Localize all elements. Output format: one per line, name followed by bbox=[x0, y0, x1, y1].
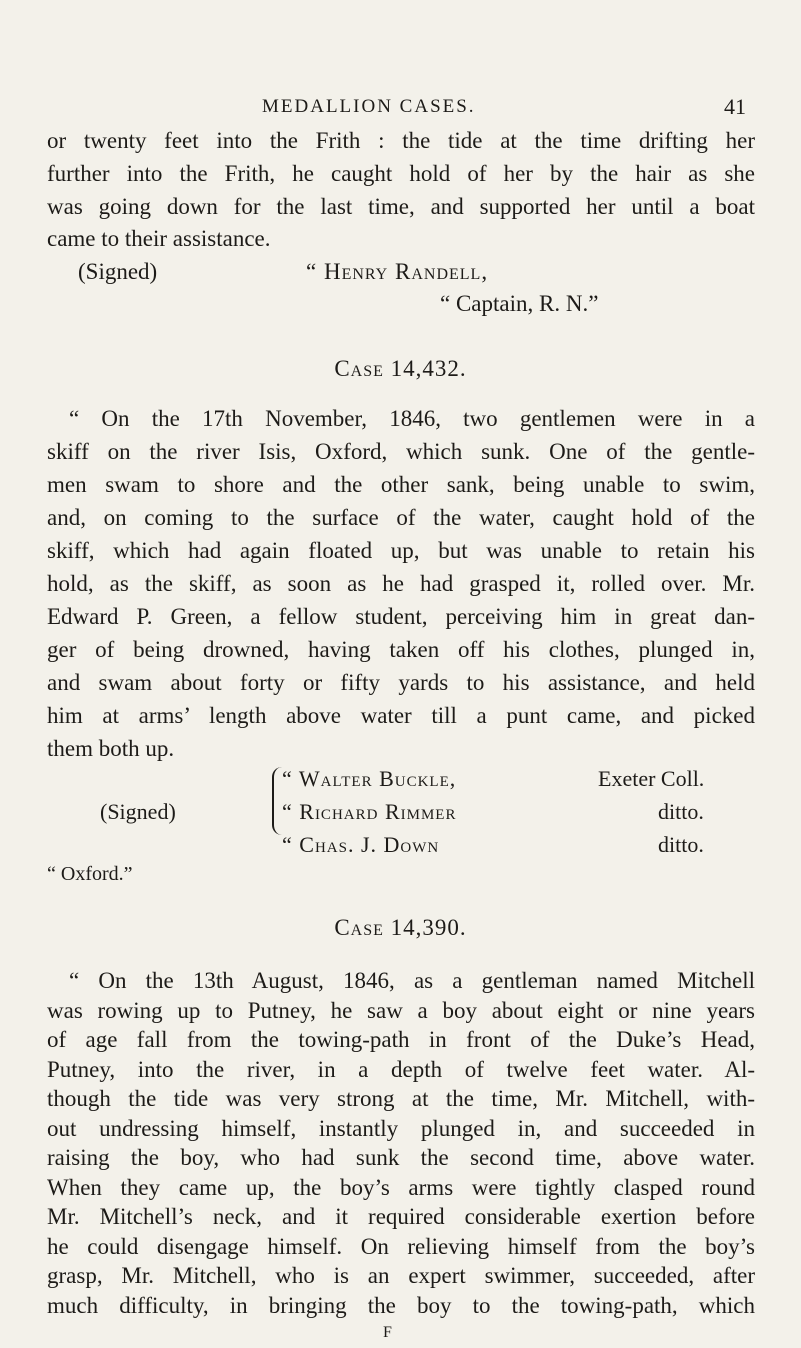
case-heading: Case 14,432. bbox=[334, 356, 467, 381]
text-line: “ On the 17th November, 1846, two gentlemen were in a bbox=[69, 406, 755, 431]
text-line: came to their assistance. bbox=[47, 226, 271, 251]
signed-label: (Signed) bbox=[78, 259, 158, 284]
page-number: 41 bbox=[724, 94, 746, 119]
text-line: hold, as the skiff, as soon as he had grasped it, rolled over. Mr. bbox=[47, 571, 755, 596]
text-line: raising the boy, who had sunk the second time, above water. bbox=[47, 1145, 755, 1170]
text-line: and swam about forty or fifty yards to his assistance, and held bbox=[47, 670, 755, 695]
text-line: grasp, Mr. Mitchell, who is an expert swimmer, succeeded, after bbox=[47, 1263, 755, 1288]
text-line: men swam to shore and the other sank, being unable to swim, bbox=[47, 472, 755, 497]
text-line: of age fall from the towing-path in front of the Duke’s Head, bbox=[47, 1027, 755, 1052]
signatory-name: “ Chas. J. Down bbox=[282, 832, 440, 857]
text-line: Edward P. Green, a fellow student, perceiving him in great dan- bbox=[47, 604, 755, 629]
text-line: out undressing himself, instantly plunged in, and succeeded in bbox=[47, 1115, 755, 1141]
text-line: or twenty feet into the Frith : the tide at the time drifting her bbox=[47, 128, 755, 153]
case-heading: Case 14,390. bbox=[334, 915, 467, 940]
text-line: skiff, which had again floated up, but was unable to retain his bbox=[47, 538, 755, 563]
text-line: “ On the 13th August, 1846, as a gentleman named Mitchell bbox=[69, 968, 755, 993]
brace bbox=[272, 767, 282, 835]
place-line: “ Oxford.” bbox=[47, 863, 133, 885]
signatory-name: “ Henry Randell, bbox=[306, 259, 489, 284]
signatory-name: “ Walter Buckle, bbox=[282, 766, 457, 791]
text-line: them both up. bbox=[47, 736, 175, 761]
text-line: and, on coming to the surface of the water, caught hold of the bbox=[47, 505, 755, 530]
text-line: him at arms’ length above water till a punt came, and picked bbox=[47, 703, 755, 728]
text-line: Putney, into the river, in a depth of twelve feet water. Al- bbox=[47, 1056, 755, 1082]
signed-label: (Signed) bbox=[100, 799, 176, 824]
text-line: skiff on the river Isis, Oxford, which sunk. One of the gentle- bbox=[47, 439, 755, 464]
text-line: was going down for the last time, and supported her until a boat bbox=[47, 194, 755, 219]
signature-mark: F bbox=[383, 1324, 392, 1341]
text-line: much difficulty, in bringing the boy to the towing-path, which bbox=[47, 1292, 755, 1318]
signatory-college: ditto. bbox=[658, 832, 704, 857]
signatory-college: ditto. bbox=[658, 799, 704, 824]
text-line: though the tide was very strong at the time, Mr. Mitchell, with- bbox=[47, 1086, 755, 1111]
signatory-name: “ Richard Rimmer bbox=[282, 799, 457, 824]
text-line: ger of being drowned, having taken off his clothes, plunged in, bbox=[47, 637, 755, 662]
text-line: further into the Frith, he caught hold of her by the hair as she bbox=[47, 161, 755, 186]
text-line: When they came up, the boy’s arms were tightly clasped round bbox=[47, 1174, 755, 1200]
running-title: MEDALLION CASES. bbox=[262, 96, 476, 117]
signatory-rank: “ Captain, R. N.” bbox=[440, 291, 599, 316]
signatory-college: Exeter Coll. bbox=[598, 766, 705, 791]
text-line: he could disengage himself. On relieving himself from the boy’s bbox=[47, 1233, 755, 1259]
text-line: Mr. Mitchell’s neck, and it required considerable exertion before bbox=[47, 1204, 755, 1229]
text-line: was rowing up to Putney, he saw a boy about eight or nine years bbox=[47, 997, 755, 1023]
